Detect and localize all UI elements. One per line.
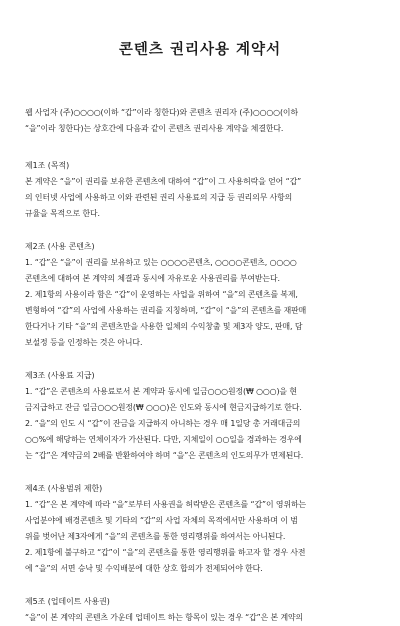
article-line: 금지급하고 잔금 일금○○○원정(₩ ○○○)은 인도와 동시에 현금지급하기로 한다.	[25, 403, 302, 412]
article-line: ○○%에 해당하는 연체이자가 가산된다. 다만, 지체일이 ○○일을 경과하는 경우에	[25, 435, 302, 444]
article-line: 본 계약은 “을”이 권리를 보유한 콘텐츠에 대하여 “갑”이 그 사용허락을 얻어 “갑”	[25, 177, 302, 186]
article-heading: 제4조 (사용범위 제한)	[25, 484, 103, 493]
article-line: “을”이 본 계약의 콘텐츠 가운데 업데이트 하는 항목이 있는 경우 “갑”은 본 계약의	[25, 613, 304, 622]
intro-line: 웹 사업자 (주)○○○○(이하 “갑”이라 칭한다)와 콘텐츠 권리자 (주)○○○○(이하	[25, 108, 298, 117]
article-line: 2. “을”의 인도 시 “갑”이 잔금을 지급하지 아니하는 경우 매 1일당 총 거래대금의	[25, 419, 301, 428]
article-line: 보설정 등을 인정하는 것은 아니다.	[25, 338, 143, 347]
article-line: 는 “갑”은 계약금의 2배를 반환하여야 하며 “을”은 콘텐츠의 인도의무가 면제된다.	[25, 451, 304, 460]
article-line: 에 “을”의 서면 승낙 및 수익배분에 대한 상호 합의가 전제되어야 한다.	[25, 564, 263, 573]
document-title: 콘텐츠 권리사용 계약서	[118, 42, 282, 58]
article-heading: 제2조 (사용 콘텐츠)	[25, 242, 95, 251]
article-line: 1. “갑”은 본 계약에 따라 “을”로부터 사용권을 허락받은 콘텐츠를 “갑”이 영위하는	[25, 500, 307, 509]
article-4	[25, 481, 375, 577]
intro-line: “을”이라 칭한다)는 상호간에 다음과 같이 콘텐츠 권리사용 계약을 체결한다.	[25, 124, 284, 133]
article-line: 한다거나 기타 “을”의 콘텐츠만을 사용한 일체의 수익창출 및 제3자 양도, 판매, 담	[25, 322, 303, 331]
article-line: 2. 제1항의 사용이라 함은 “갑”이 운영하는 사업을 위하여 “을”의 콘텐츠를 복제,	[25, 290, 298, 299]
article-3	[25, 368, 375, 464]
article-heading: 제5조 (업데이트 사용권)	[25, 597, 110, 606]
article-line: 2. 제1항에 불구하고 “갑”이 “을”의 콘텐츠를 통한 영리행위를 하고자 할 경우 사전	[25, 548, 306, 557]
article-line: 변형하여 “갑”의 사업에 사용하는 권리를 지칭하며, “갑”이 “을”의 콘텐츠를 재판매	[25, 306, 307, 315]
intro-paragraph	[25, 105, 375, 137]
article-line: 1. “갑”은 콘텐츠의 사용료로서 본 계약과 동시에 일금○○○원정(₩ ○○○)을 현	[25, 387, 297, 396]
article-line: 규율을 목적으로 한다.	[25, 209, 100, 218]
article-1	[25, 158, 375, 222]
article-line: 사업분야에 배경콘텐츠 및 기타의 “갑”의 사업 자체의 목적에서만 사용하며 이 범	[25, 516, 298, 525]
article-5	[25, 594, 375, 626]
article-heading: 제1조 (목적)	[25, 161, 70, 170]
article-line: 의 인터넷 사업에 사용하고 이와 관련된 권리 사용료의 지급 등 권리의무 사항의	[25, 193, 293, 202]
article-heading: 제3조 (사용료 지급)	[25, 371, 95, 380]
article-line: 1. “갑”은 “을”이 권리를 보유하고 있는 ○○○○콘텐츠, ○○○○콘텐츠, ○○○○	[25, 258, 297, 267]
article-line: 콘텐츠에 대하여 본 계약의 체결과 동시에 자유로운 사용권리를 부여받는다.	[25, 274, 280, 283]
article-line: 위를 벗어난 제3자에게 “을”의 콘텐츠를 통한 영리행위를 하여서는 아니된다.	[25, 532, 286, 541]
article-2	[25, 239, 375, 351]
